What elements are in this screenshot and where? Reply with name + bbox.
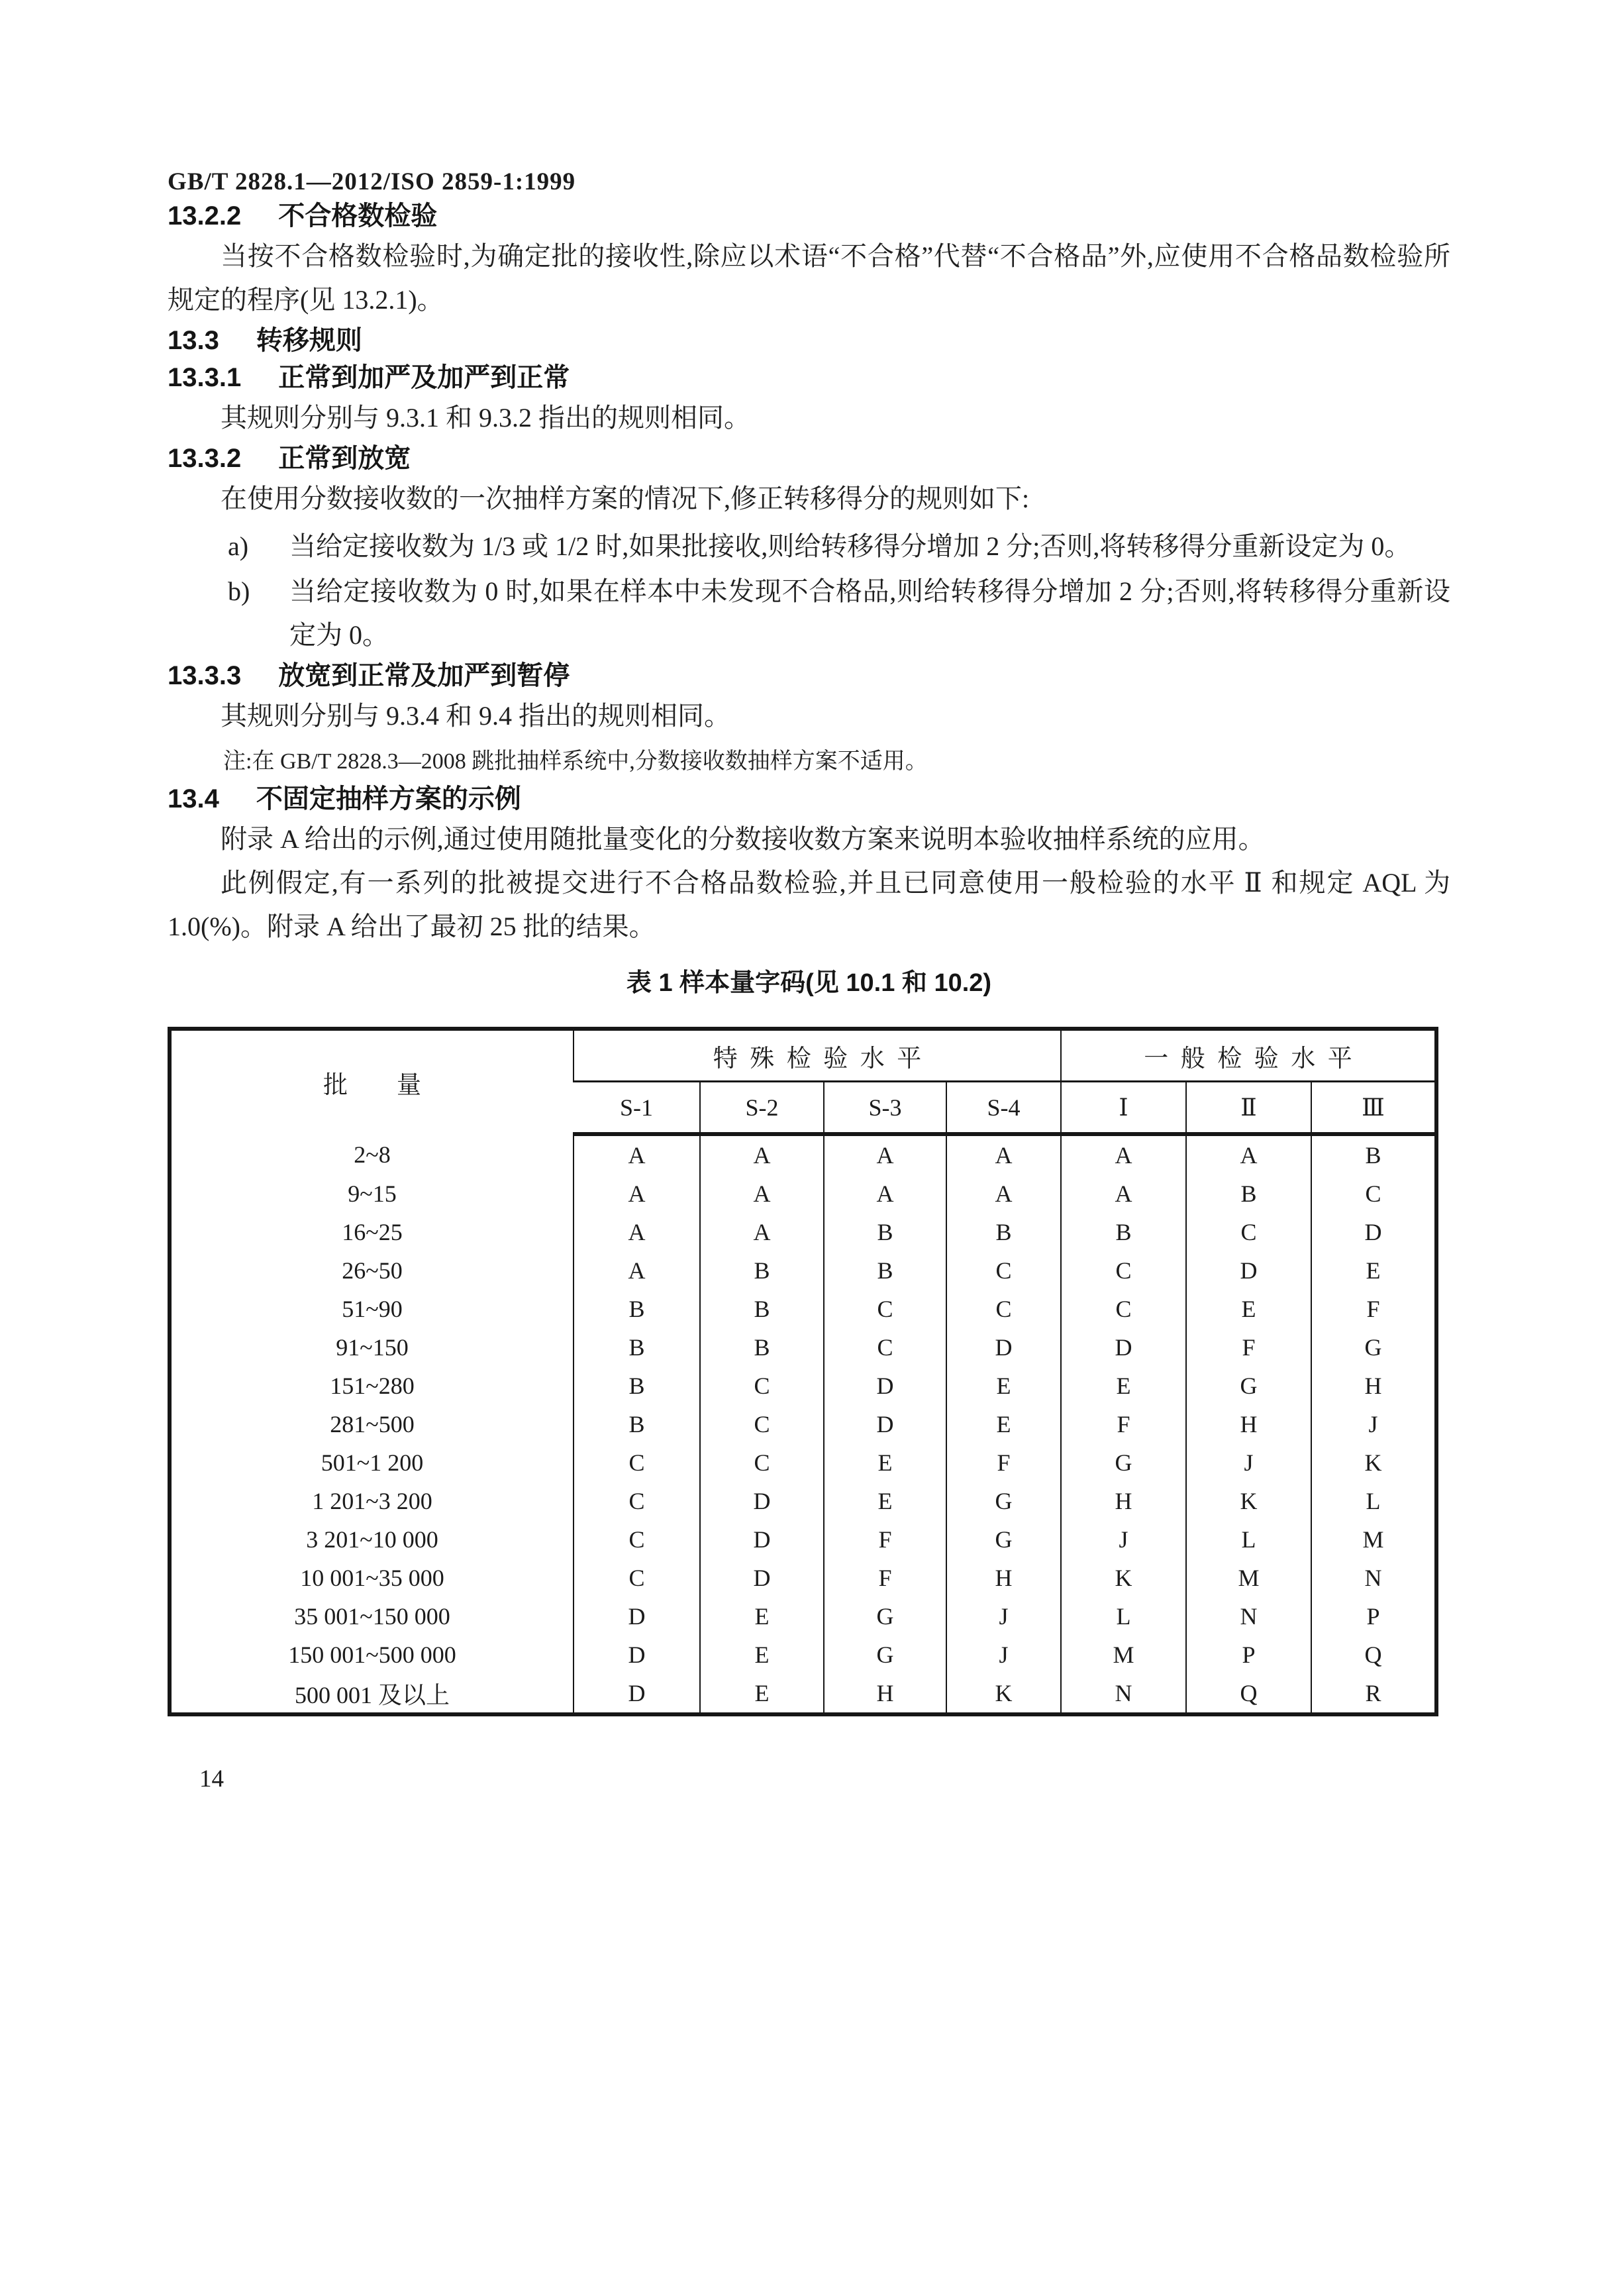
special-inspection-levels-header: 特殊检验水平: [574, 1029, 1061, 1082]
sample-size-code-cell: C: [1186, 1213, 1311, 1251]
section-title: 正常到加严及加严到正常: [278, 363, 570, 392]
note-text: 注:在 GB/T 2828.3—2008 跳批抽样系统中,分数接收数抽样方案不适用。: [223, 749, 928, 774]
lot-size-range-cell: 150 001~500 000: [288, 1642, 456, 1668]
section-heading-13-3-2: [168, 440, 1450, 477]
table-title: 表 1 样本量字码(见 10.1 和 10.2): [626, 969, 992, 997]
section-title: 转移规则: [256, 326, 362, 355]
sample-size-code-cell: E: [824, 1443, 946, 1482]
sample-size-code-cell: C: [946, 1290, 1061, 1328]
sample-size-code-cell: M: [1311, 1520, 1436, 1559]
sample-size-code-cell: E: [946, 1367, 1061, 1405]
section-heading-13-2-2: [168, 197, 1450, 235]
general-inspection-levels-header: 一般检验水平: [1061, 1029, 1436, 1082]
ordered-list: [168, 525, 1450, 657]
sample-size-code-cell: B: [574, 1405, 700, 1443]
sample-size-code-cell: E: [824, 1482, 946, 1520]
sample-size-code-cell: E: [700, 1597, 824, 1636]
sample-size-code-cell: D: [1186, 1251, 1311, 1290]
column-header-s2: S-2: [700, 1082, 824, 1135]
paragraph: 当按不合格数检验时,为确定批的接收性,除应以术语“不合格”代替“不合格品”外,应使用不合格品数检验所规定的程序(见 13.2.1)。: [168, 241, 1450, 315]
lot-size-range-cell: 2~8: [354, 1141, 391, 1168]
lot-size-range-cell: 16~25: [342, 1219, 403, 1245]
section-number: 13.3.2: [168, 444, 242, 473]
sample-size-code-cell: N: [1061, 1674, 1186, 1714]
section-heading-13-3-3: [168, 657, 1450, 694]
sample-size-code-cell: A: [824, 1134, 946, 1174]
sample-size-code-cell: B: [574, 1367, 700, 1405]
sample-size-code-cell: K: [1311, 1443, 1436, 1482]
column-header-s3: S-3: [824, 1082, 946, 1135]
section-title: 不合格数检验: [278, 201, 438, 231]
section-heading-13-4: [168, 780, 1450, 817]
sample-size-code-cell: G: [946, 1482, 1061, 1520]
lot-size-column-header: 批 量: [323, 1072, 434, 1099]
sample-size-code-cell: D: [1061, 1328, 1186, 1367]
table-row: [170, 1405, 1436, 1443]
column-header-level-1: Ⅰ: [1061, 1082, 1186, 1135]
sample-size-code-cell: A: [1186, 1134, 1311, 1174]
sample-size-code-cell: E: [1061, 1367, 1186, 1405]
sample-size-code-cell: G: [824, 1597, 946, 1636]
section-number: 13.2.2: [168, 201, 242, 231]
sample-size-code-cell: A: [946, 1134, 1061, 1174]
sample-size-code-cell: B: [824, 1213, 946, 1251]
sample-size-code-cell: B: [824, 1251, 946, 1290]
sample-size-code-cell: B: [1186, 1174, 1311, 1213]
sample-size-code-cell: A: [574, 1174, 700, 1213]
table-row: [170, 1213, 1436, 1251]
section-heading-13-3-1: [168, 359, 1450, 396]
table-row: [170, 1328, 1436, 1367]
sample-size-code-cell: A: [700, 1213, 824, 1251]
table-row: [170, 1482, 1436, 1520]
column-header-s1: S-1: [574, 1082, 700, 1135]
lot-size-range-cell: 9~15: [348, 1180, 397, 1207]
paragraph: 在使用分数接收数的一次抽样方案的情况下,修正转移得分的规则如下:: [221, 484, 1030, 513]
sample-size-code-cell: A: [700, 1134, 824, 1174]
sample-size-code-cell: G: [824, 1636, 946, 1674]
table-row: [170, 1559, 1436, 1597]
sample-size-code-cell: F: [824, 1559, 946, 1597]
lot-size-range-cell: 151~280: [330, 1373, 415, 1399]
sample-size-code-cell: H: [946, 1559, 1061, 1597]
sample-size-code-cell: B: [946, 1213, 1061, 1251]
sample-size-code-cell: D: [574, 1597, 700, 1636]
sample-size-code-cell: C: [700, 1405, 824, 1443]
lot-size-range-cell: 10 001~35 000: [300, 1565, 444, 1591]
table-row: [170, 1251, 1436, 1290]
list-item-text: 当给定接收数为 0 时,如果在样本中未发现不合格品,则给转移得分增加 2 分;否则,将转移得分重新设定为 0。: [289, 576, 1450, 650]
sample-size-code-cell: Q: [1186, 1674, 1311, 1714]
sample-size-code-cell: L: [1061, 1597, 1186, 1636]
lot-size-range-cell: 35 001~150 000: [294, 1603, 450, 1630]
paragraph: 其规则分别与 9.3.4 和 9.4 指出的规则相同。: [221, 701, 730, 731]
sample-size-code-cell: D: [946, 1328, 1061, 1367]
table-row: [170, 1134, 1436, 1174]
sample-size-code-cell: G: [1311, 1328, 1436, 1367]
sample-size-code-cell: C: [824, 1290, 946, 1328]
sample-size-code-cell: E: [1311, 1251, 1436, 1290]
sample-size-code-cell: F: [1061, 1405, 1186, 1443]
table-row: [170, 1636, 1436, 1674]
sample-size-code-cell: A: [574, 1213, 700, 1251]
sample-size-code-cell: D: [700, 1559, 824, 1597]
sample-size-code-cell: M: [1061, 1636, 1186, 1674]
sample-size-code-cell: J: [1061, 1520, 1186, 1559]
sample-size-code-cell: L: [1186, 1520, 1311, 1559]
sample-size-code-cell: C: [824, 1328, 946, 1367]
sample-size-code-cell: K: [1061, 1559, 1186, 1597]
sample-size-code-cell: D: [1311, 1213, 1436, 1251]
sample-size-code-cell: F: [946, 1443, 1061, 1482]
sample-size-code-cell: R: [1311, 1674, 1436, 1714]
sample-size-code-cell: C: [574, 1520, 700, 1559]
list-item-label: a): [228, 531, 249, 561]
sample-size-code-cell: Q: [1311, 1636, 1436, 1674]
sample-size-code-cell: L: [1311, 1482, 1436, 1520]
sample-size-code-cell: C: [700, 1443, 824, 1482]
sample-size-code-cell: D: [700, 1520, 824, 1559]
sample-size-code-cell: E: [1186, 1290, 1311, 1328]
sample-size-code-cell: H: [1061, 1482, 1186, 1520]
sample-size-code-cell: D: [824, 1367, 946, 1405]
column-header-level-2: Ⅱ: [1186, 1082, 1311, 1135]
sample-size-code-cell: A: [946, 1174, 1061, 1213]
section-number: 13.3.1: [168, 363, 242, 392]
sample-size-code-cell: M: [1186, 1559, 1311, 1597]
paragraph: 其规则分别与 9.3.1 和 9.3.2 指出的规则相同。: [221, 403, 750, 433]
list-item-text: 当给定接收数为 1/3 或 1/2 时,如果批接收,则给转移得分增加 2 分;否则,将转移得分重新设定为 0。: [289, 531, 1411, 561]
sample-size-code-cell: E: [700, 1636, 824, 1674]
list-item-label: b): [228, 576, 250, 606]
sample-size-code-cell: A: [574, 1134, 700, 1174]
section-title: 不固定抽样方案的示例: [256, 784, 521, 813]
sample-size-code-table: [168, 1027, 1438, 1716]
lot-size-range-cell: 51~90: [342, 1296, 403, 1322]
sample-size-code-cell: D: [574, 1674, 700, 1714]
sample-size-code-cell: B: [700, 1290, 824, 1328]
sample-size-code-cell: J: [946, 1597, 1061, 1636]
sample-size-code-cell: D: [700, 1482, 824, 1520]
sample-size-code-cell: E: [700, 1674, 824, 1714]
paragraph: 此例假定,有一系列的批被提交进行不合格品数检验,并且已同意使用一般检验的水平 Ⅱ 和规定 AQL 为 1.0(%)。附录 A 给出了最初 25 批的结果。: [168, 868, 1450, 941]
sample-size-code-cell: G: [1186, 1367, 1311, 1405]
sample-size-code-cell: K: [946, 1674, 1061, 1714]
sample-size-code-cell: P: [1311, 1597, 1436, 1636]
sample-size-code-cell: J: [946, 1636, 1061, 1674]
page-number: 14: [199, 1765, 224, 1793]
sample-size-code-cell: B: [1311, 1134, 1436, 1174]
sample-size-code-cell: C: [574, 1482, 700, 1520]
table-row: [170, 1674, 1436, 1714]
column-header-level-3: Ⅲ: [1311, 1082, 1436, 1135]
sample-size-code-cell: B: [1061, 1213, 1186, 1251]
section-number: 13.3: [168, 326, 219, 355]
sample-size-code-cell: H: [1186, 1405, 1311, 1443]
sample-size-code-cell: A: [574, 1251, 700, 1290]
paragraph: 附录 A 给出的示例,通过使用随批量变化的分数接收数方案来说明本验收抽样系统的应用。: [221, 824, 1265, 854]
section-number: 13.3.3: [168, 661, 242, 690]
column-header-s4: S-4: [946, 1082, 1061, 1135]
sample-size-code-cell: C: [1311, 1174, 1436, 1213]
sample-size-code-cell: H: [824, 1674, 946, 1714]
sample-size-code-cell: F: [1186, 1328, 1311, 1367]
section-number: 13.4: [168, 784, 219, 813]
table-row: [170, 1290, 1436, 1328]
table-row: [170, 1443, 1436, 1482]
sample-size-code-cell: C: [574, 1559, 700, 1597]
sample-size-code-cell: A: [1061, 1174, 1186, 1213]
sample-size-code-cell: E: [946, 1405, 1061, 1443]
sample-size-code-cell: B: [574, 1328, 700, 1367]
lot-size-range-cell: 1 201~3 200: [312, 1488, 432, 1514]
sample-size-code-cell: A: [824, 1174, 946, 1213]
sample-size-code-cell: C: [1061, 1290, 1186, 1328]
sample-size-code-cell: B: [700, 1328, 824, 1367]
sample-size-code-cell: F: [1311, 1290, 1436, 1328]
sample-size-code-cell: C: [1061, 1251, 1186, 1290]
lot-size-range-cell: 501~1 200: [321, 1449, 424, 1476]
section-title: 正常到放宽: [278, 444, 411, 473]
list-item-b: [168, 570, 1450, 657]
sample-size-code-cell: N: [1311, 1559, 1436, 1597]
standard-number-header: GB/T 2828.1—2012/ISO 2859-1:1999: [168, 168, 576, 195]
lot-size-range-cell: 26~50: [342, 1257, 403, 1284]
sample-size-code-cell: C: [946, 1251, 1061, 1290]
sample-size-code-cell: B: [700, 1251, 824, 1290]
sample-size-code-cell: F: [824, 1520, 946, 1559]
sample-size-code-cell: D: [824, 1405, 946, 1443]
lot-size-range-cell: 281~500: [330, 1411, 415, 1437]
sample-size-code-cell: D: [574, 1636, 700, 1674]
sample-size-code-cell: N: [1186, 1597, 1311, 1636]
list-item-a: [168, 525, 1450, 568]
table-row: [170, 1174, 1436, 1213]
table-header-group-row: [170, 1029, 1436, 1082]
section-heading-13-3: [168, 322, 1450, 359]
section-title: 放宽到正常及加严到暂停: [278, 661, 570, 690]
sample-size-code-cell: A: [700, 1174, 824, 1213]
lot-size-range-cell: 3 201~10 000: [306, 1526, 438, 1553]
lot-size-range-cell: 500 001 及以上: [294, 1681, 450, 1708]
table-row: [170, 1367, 1436, 1405]
sample-size-code-cell: K: [1186, 1482, 1311, 1520]
table-row: [170, 1520, 1436, 1559]
sample-size-code-cell: B: [574, 1290, 700, 1328]
sample-size-code-cell: J: [1311, 1405, 1436, 1443]
lot-size-range-cell: 91~150: [336, 1334, 409, 1361]
sample-size-code-cell: G: [946, 1520, 1061, 1559]
sample-size-code-table-body: [170, 1134, 1436, 1714]
table-row: [170, 1597, 1436, 1636]
sample-size-code-cell: C: [574, 1443, 700, 1482]
sample-size-code-cell: C: [700, 1367, 824, 1405]
sample-size-code-cell: A: [1061, 1134, 1186, 1174]
sample-size-code-cell: H: [1311, 1367, 1436, 1405]
sample-size-code-cell: J: [1186, 1443, 1311, 1482]
sample-size-code-cell: P: [1186, 1636, 1311, 1674]
sample-size-code-cell: G: [1061, 1443, 1186, 1482]
